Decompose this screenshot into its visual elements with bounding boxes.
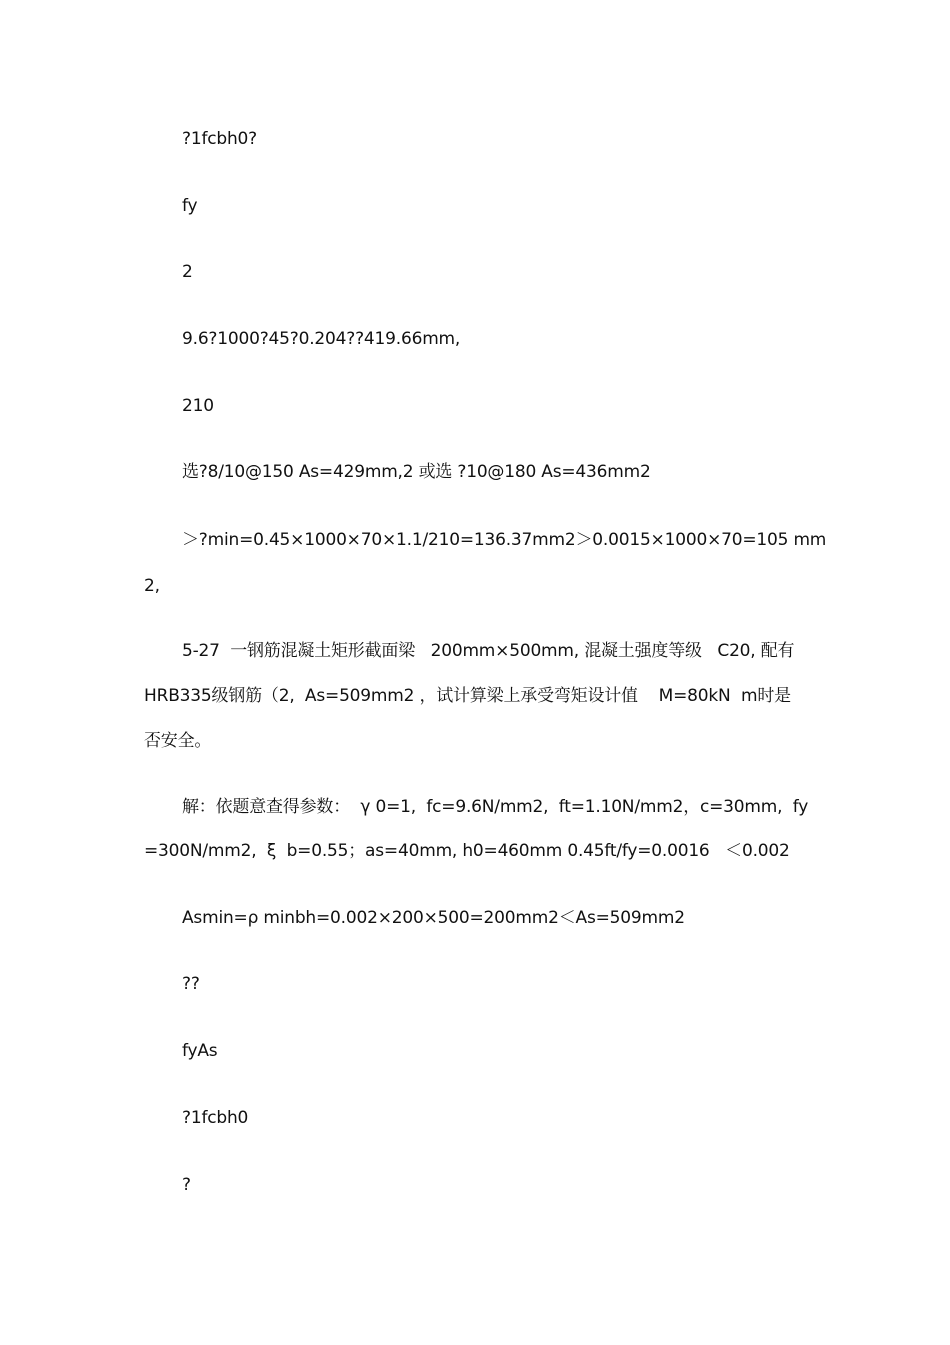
formula-line: 210 [182, 396, 214, 416]
formula-line: fyAs [182, 1041, 218, 1061]
continuation-line: 2, [144, 576, 160, 596]
formula-line: 9.6?1000?45?0.204??419.66mm, [182, 329, 461, 349]
problem-statement-line: 5-27 一钢筋混凝土矩形截面梁 200mm×500mm, 混凝土强度等级 C20, 配有 [182, 641, 795, 661]
problem-statement-line: HRB335级钢筋（2, As=509mm2 ，试计算梁上承受弯矩设计值 M=80kN m时是 [144, 686, 791, 706]
formula-line: ?1fcbh0 [182, 1108, 249, 1128]
formula-line: ?1fcbh0? [182, 129, 257, 149]
formula-line: fy [182, 196, 198, 216]
solution-line: 解：依题意查得参数： γ 0=1, fc=9.6N/mm2, ft=1.10N/mm2，c=30mm, fy [182, 797, 809, 817]
min-reinforcement-line: ＞?min=0.45×1000×70×1.1/210=136.37mm2＞0.0015×1000×70=105 mm [182, 530, 827, 550]
rebar-selection-line: 选?8/10@150 As=429mm,2 或选 ?10@180 As=436mm2 [182, 462, 651, 482]
solution-line: Asmin=ρ minbh=0.002×200×500=200mm2＜As=509mm2 [182, 908, 685, 928]
formula-line: 2 [182, 262, 193, 282]
solution-line: =300N/mm2, ξ b=0.55；as=40mm, h0=460mm 0.45ft/fy=0.0016 ＜0.002 [144, 841, 790, 861]
formula-line: ?? [182, 974, 200, 994]
formula-line: ? [182, 1175, 191, 1195]
problem-statement-line: 否安全。 [144, 731, 212, 751]
